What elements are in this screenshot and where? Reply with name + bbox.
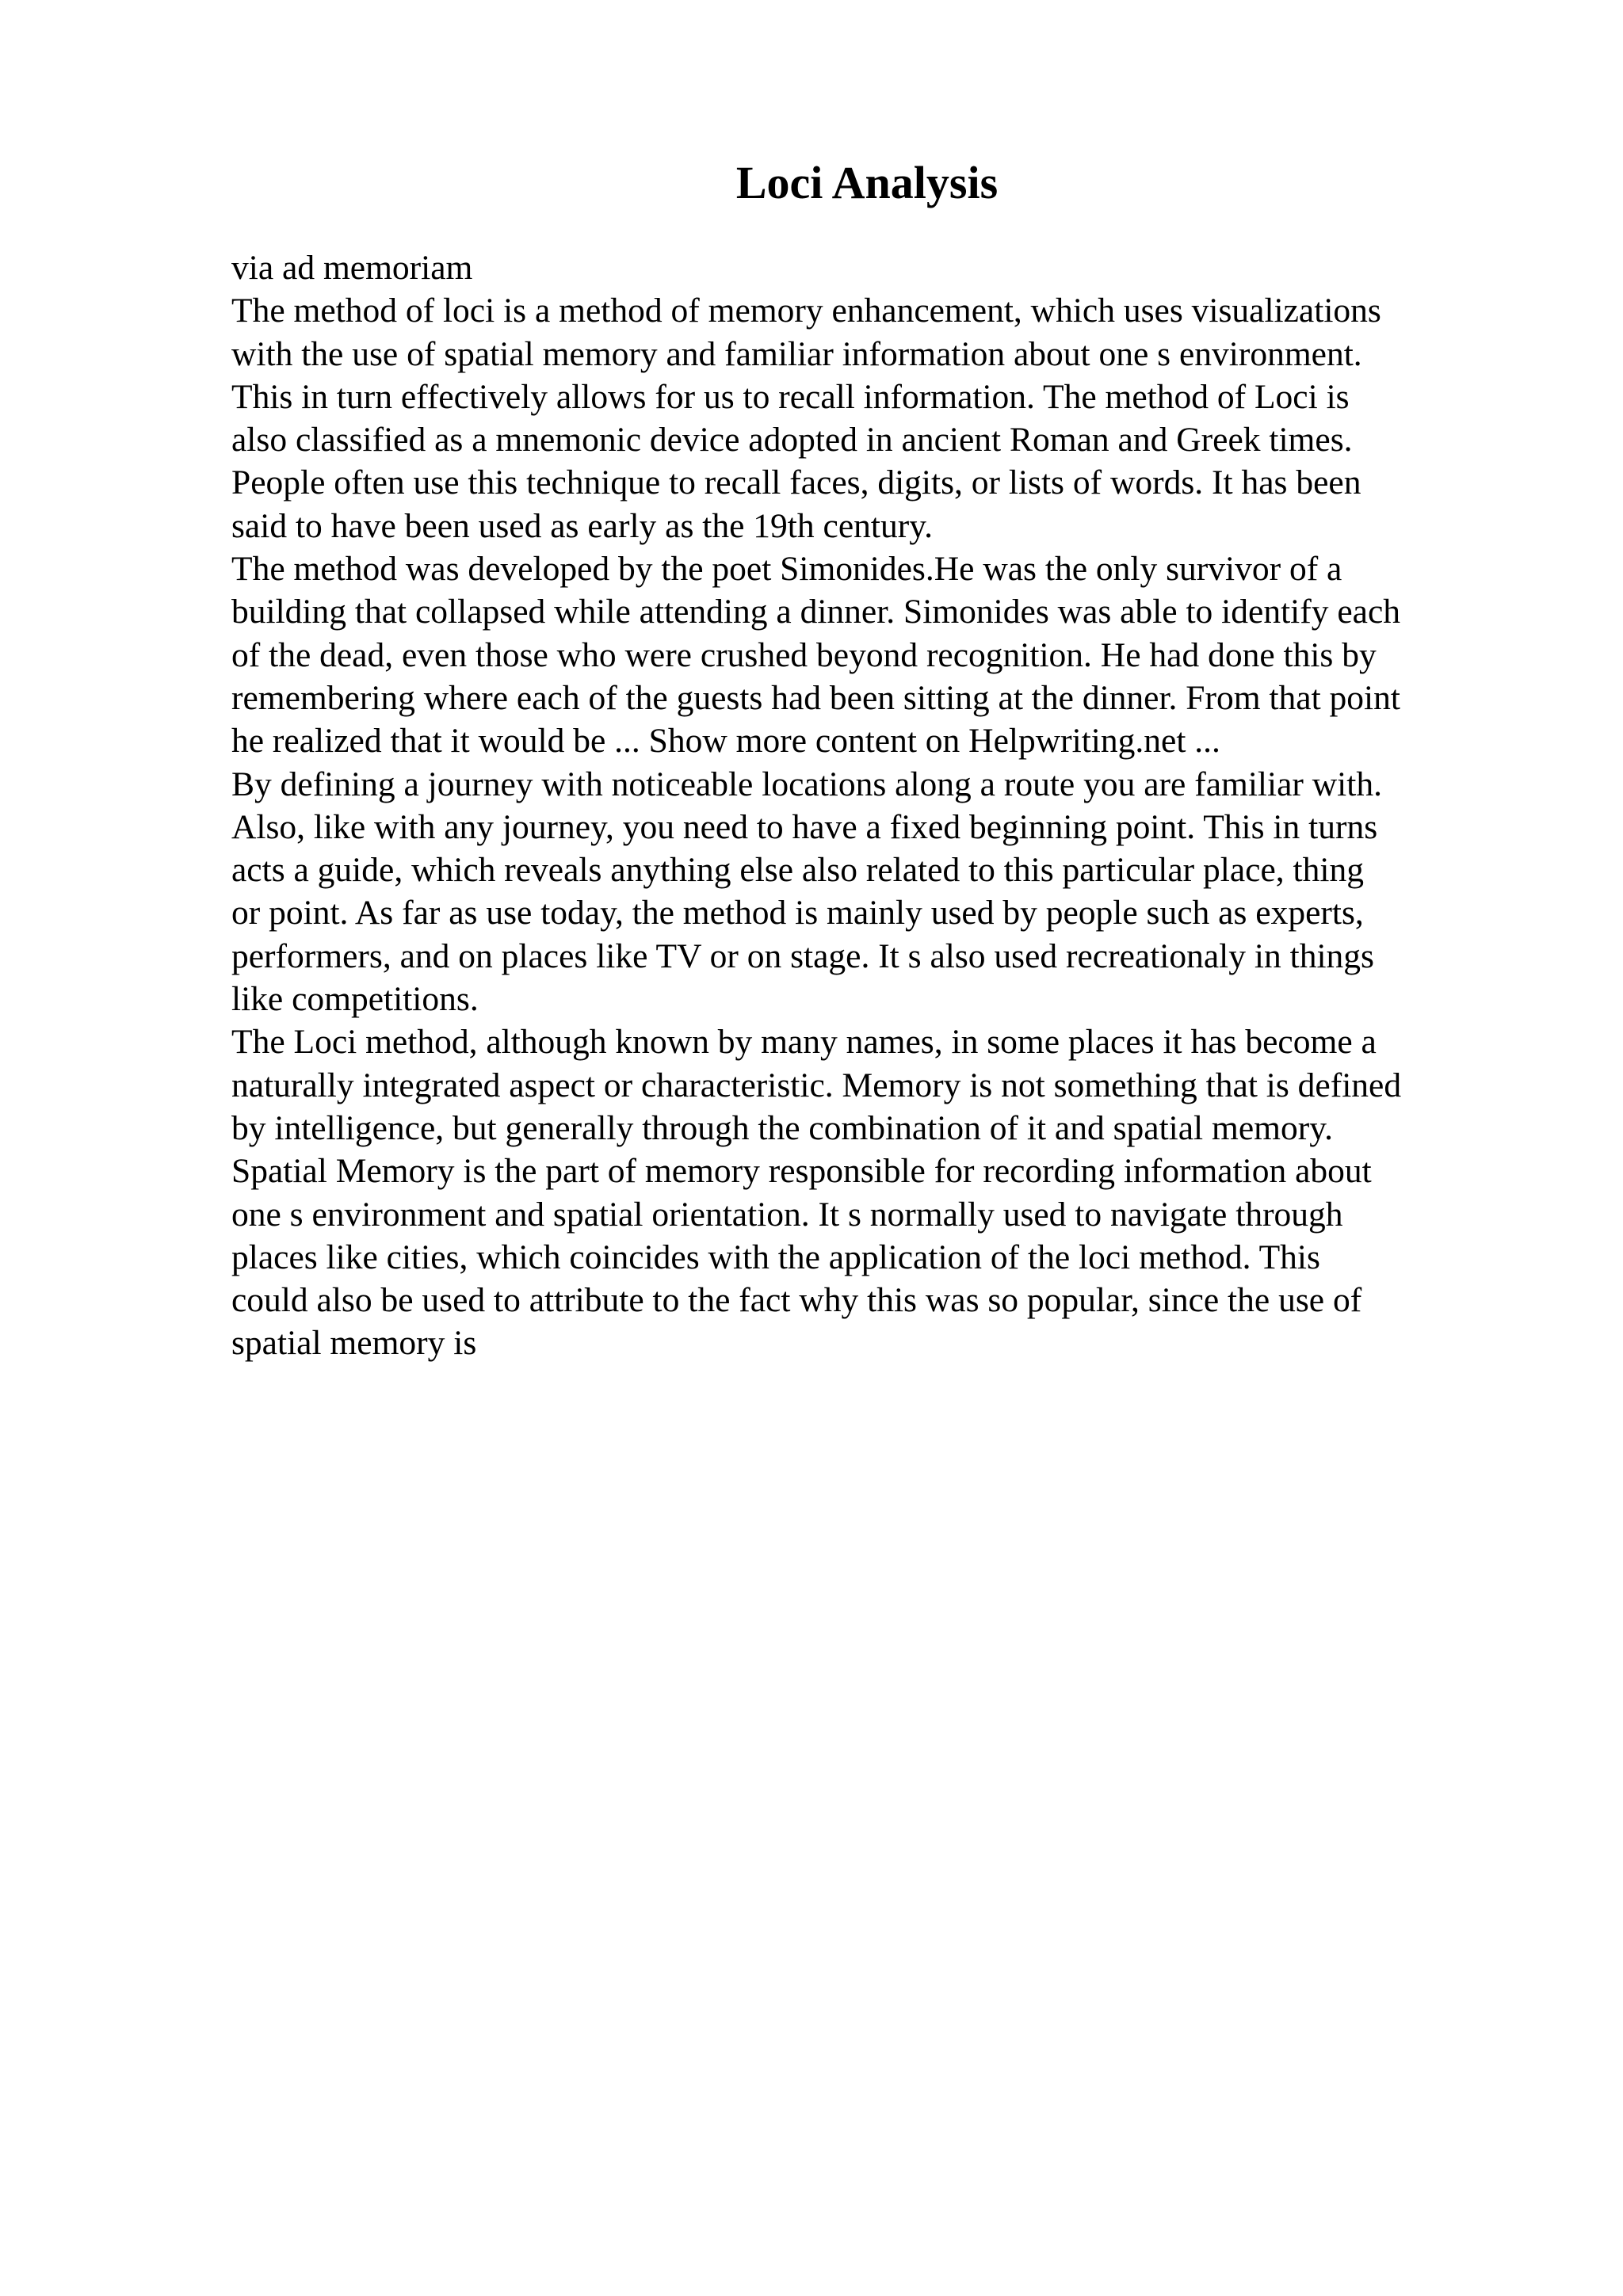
document-body [231, 246, 1515, 1365]
body-line: one s environment and spatial orientation. It s normally used to navigate through [231, 1195, 1343, 1234]
body-line: acts a guide, which reveals anything else also related to this particular place, thing [231, 851, 1364, 890]
body-line: also classified as a mnemonic device adopted in ancient Roman and Greek times. [231, 421, 1353, 460]
body-line: with the use of spatial memory and familiar information about one s environment. [231, 334, 1362, 373]
body-line: People often use this technique to recall faces, digits, or lists of words. It has been [231, 463, 1361, 502]
body-line: naturally integrated aspect or characteristic. Memory is not something that is defined [231, 1066, 1402, 1104]
body-line: said to have been used as early as the 19th century. [231, 506, 933, 545]
body-line: Spatial Memory is the part of memory responsible for recording information about [231, 1152, 1372, 1191]
body-line: remembering where each of the guests had been sitting at the dinner. From that point [231, 678, 1400, 717]
body-line: building that collapsed while attending a dinner. Simonides was able to identify each [231, 593, 1401, 631]
body-line: of the dead, even those who were crushed beyond recognition. He had done this by [231, 635, 1377, 674]
body-line: The method of loci is a method of memory enhancement, which uses visualizations [231, 292, 1381, 330]
body-line: The Loci method, although known by many names, in some places it has become a [231, 1023, 1377, 1062]
body-line: could also be used to attribute to the fact why this was so popular, since the use of [231, 1281, 1362, 1320]
body-line: Also, like with any journey, you need to have a fixed beginning point. This in turns [231, 807, 1378, 846]
body-line: The method was developed by the poet Simonides.He was the only survivor of a [231, 550, 1342, 589]
body-line: places like cities, which coincides with the application of the loci method. This [231, 1238, 1320, 1276]
body-line: This in turn effectively allows for us to recall information. The method of Loci is [231, 377, 1350, 416]
body-line: via ad memoriam [231, 249, 473, 287]
document-title: Loci Analysis [735, 157, 999, 208]
body-line: or point. As far as use today, the method is mainly used by people such as experts, [231, 894, 1364, 933]
body-line: by intelligence, but generally through the combination of it and spatial memory. [231, 1108, 1334, 1147]
body-line: By defining a journey with noticeable locations along a route you are familiar with. [231, 765, 1382, 803]
body-line: he realized that it would be ... Show more content on Helpwriting.net ... [231, 722, 1220, 761]
body-line: spatial memory is [231, 1324, 477, 1363]
body-line: like competitions. [231, 980, 479, 1019]
body-line: performers, and on places like TV or on stage. It s also used recreationaly in things [231, 936, 1374, 975]
